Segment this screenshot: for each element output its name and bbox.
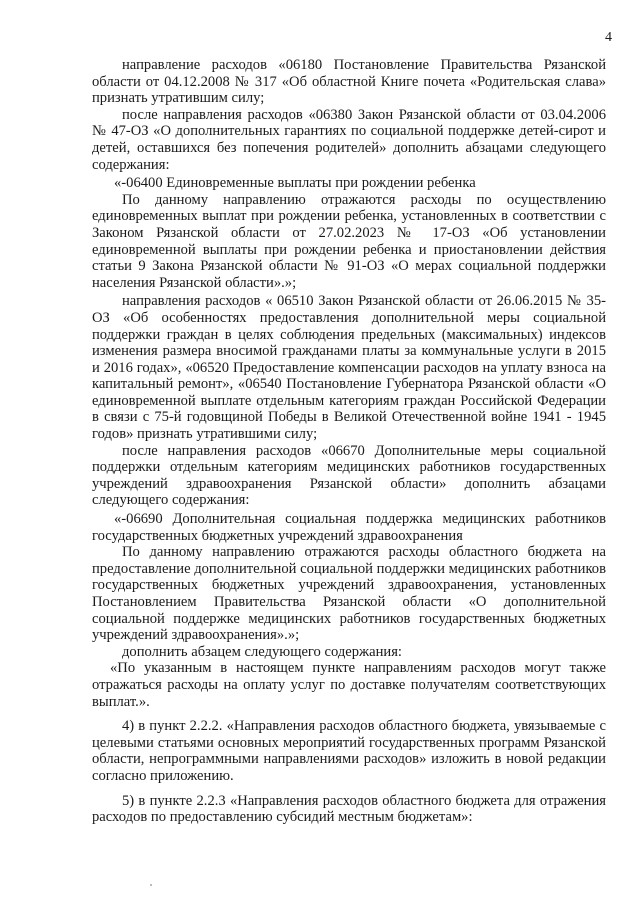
paragraph: направления расходов « 06510 Закон Рязанской области от 26.06.2015 № 35-ОЗ «Об особенностях предоставления дополнительной меры социальной поддержки граждан в целях соблюдения предельных (максимальных) индексов изменения размера вносимой гражданами платы за коммунальные услуги в 2015 и 2016 годах», «06520 Предоставление компенсации расходов на уплату взноса на капитальный ремонт», «06540 Постановление Губернатора Рязанской области «О единовременной выплате отдельным категориям граждан Российской Федерации в связи с 75-й годовщиной Победы в Великой Отечественной войне 1941 - 1945 годов» признать утратившими силу; [92,293,606,443]
paragraph: после направления расходов «06670 Дополнительные меры социальной поддержки отдельным категориям медицинских работников государственных учреждений здравоохранения Рязанской области» дополнить абзацами следующего содержания: [92,442,606,509]
paragraph: По данному направлению отражаются расходы областного бюджета на предоставление дополнительной социальной поддержки медицинских работников государственных бюджетных учреждений здравоохранения, установленных Постановлением Правительства Рязанской области «О дополнительной социальной поддержке медицинских работников государственных бюджетных учреждений здравоохранения».»; [92,544,606,644]
paragraph: «-06400 Единовременные выплаты при рождении ребенка [114,175,476,192]
paragraph: дополнить абзацем следующего содержания: [122,643,402,660]
paragraph: после направления расходов «06380 Закон Рязанской области от 03.04.2006 № 47-ОЗ «О дополнительных гарантиях по социальной поддержке детей-сирот и детей, оставшихся без попечения родителей» дополнить абзацами следующего содержания: [92,106,606,173]
document-body [92,57,606,826]
paragraph: «По указанным в настоящем пункте направлениям расходов могут также отражаться расходы на оплату услуг по доставке получателям соответствующих выплат.». [92,660,606,710]
page-number: 4 [605,30,612,45]
list-item: 5) в пункте 2.2.3 «Направления расходов областного бюджета для отражения расходов по предоставлению субсидий местным бюджетам»: [92,792,606,826]
scan-speck [150,884,152,886]
list-item: 4) в пункт 2.2.2. «Направления расходов областного бюджета, увязываемые с целевыми статьями основных мероприятий государственных программ Рязанской области, непрограммными направлениями расходов» изложить в новой редакции согласно приложению. [92,718,606,784]
paragraph: «-06690 Дополнительная социальная поддержка медицинских работников государственных бюджетных учреждений здравоохранения [92,511,606,544]
paragraph: направление расходов «06180 Постановление Правительства Рязанской области от 04.12.2008 № 317 «Об областной Книге почета «Родительская слава» признать утратившим силу; [92,57,606,107]
paragraph: По данному направлению отражаются расходы по осуществлению единовременных выплат при рождении ребенка, установленных в соответствии с Законом Рязанской области от 27.02.2023 № 17-ОЗ «Об установлении единовременной выплаты при рождении ребенка и приостановлении действия статьи 9 Закона Рязанской области № 91-ОЗ «О мерах социальной поддержки населения Рязанской области».»; [92,191,606,291]
